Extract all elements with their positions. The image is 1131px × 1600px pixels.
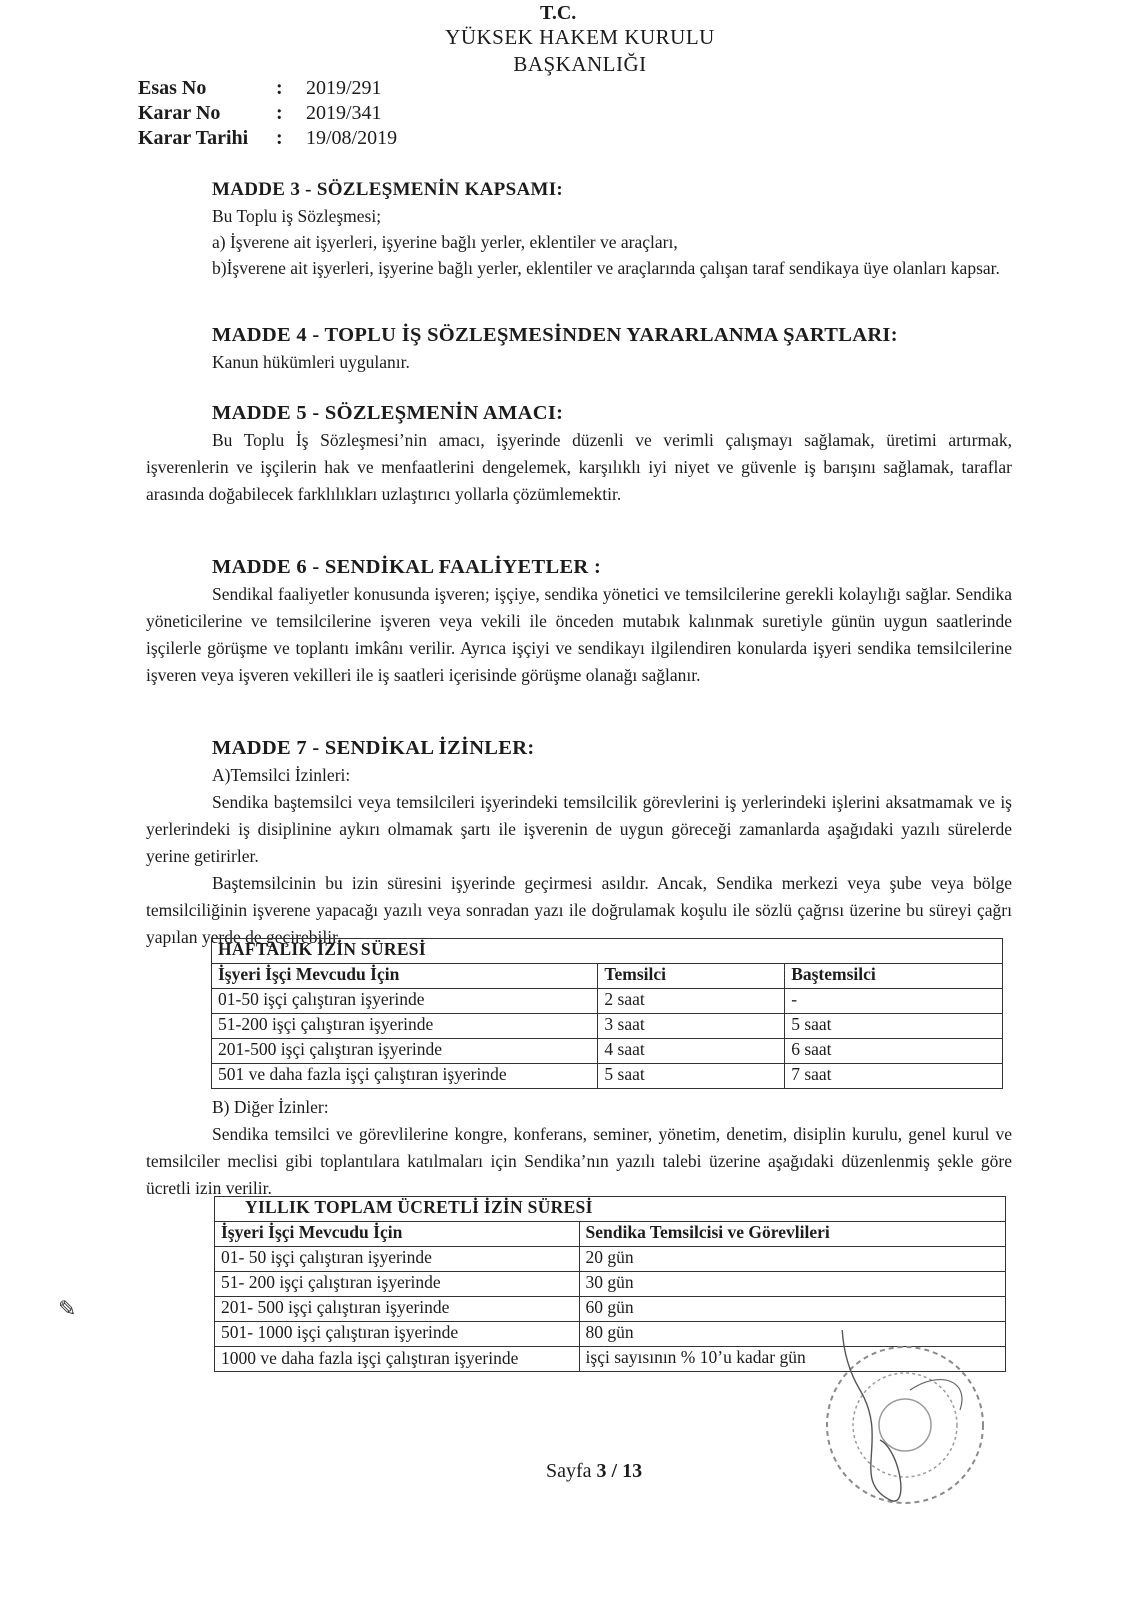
header-organization xyxy=(380,24,780,78)
madde-7-para-3: Sendika temsilci ve görevlilerine kongre, konferans, seminer, yönetim, denetim, disiplin kurulu, genel kurul ve temsilciler meclisi gibi toplantılara katılmaları için Sendika’nın yazılı talebi üzerine aşağıdaki düzenlenmiş şekle göre ücretli izin verilir. xyxy=(146,1124,1012,1198)
madde-3-item-b: b)İşverene ait işyerleri, işyerine bağlı yerler, eklentiler ve araçlarında çalışan taraf sendikaya üye olanları kapsar. xyxy=(212,258,1000,278)
meta-value: 19/08/2019 xyxy=(306,127,398,149)
meta-value: 2019/341 xyxy=(306,102,382,124)
madde-5-title: MADDE 5 - SÖZLEŞMENİN AMACI: xyxy=(212,402,564,424)
weekly-leave-caption: HAFTALIK İZİN SÜRESİ xyxy=(212,939,1003,964)
madde-5-section xyxy=(146,400,1012,508)
meta-colon: : xyxy=(276,127,283,149)
madde-4-section xyxy=(146,322,1012,376)
table-cell: 201- 500 işçi çalıştıran işyerinde xyxy=(215,1297,580,1322)
column-header: Sendika Temsilcisi ve Görevlileri xyxy=(579,1222,1005,1247)
meta-label: Karar Tarihi xyxy=(138,127,249,149)
table-cell: 51-200 işçi çalıştıran işyerinde xyxy=(212,1014,598,1039)
table-cell: 201-500 işçi çalıştıran işyerinde xyxy=(212,1039,598,1064)
table-cell: 6 saat xyxy=(785,1039,1003,1064)
table-cell: 80 gün xyxy=(579,1322,1005,1347)
madde-3-section xyxy=(146,176,1012,281)
margin-mark-icon: ✎ xyxy=(58,1296,77,1321)
table-cell: 5 saat xyxy=(598,1064,785,1089)
page-number: Sayfa 3 / 13 xyxy=(546,1460,643,1482)
madde-7-para-1: Sendika baştemsilci veya temsilcileri işyerindeki temsilcilik görevlerini iş yerlerindeki işlerini aksatmamak ve iş yerlerindeki iş disiplinine aykırı olmamak şartı ile işverenin de uygun göreceği zamanlarda aşağıdaki yazılı sürelerde yerine getirirler. xyxy=(146,792,1012,866)
other-leaves-section xyxy=(146,1094,1012,1202)
table-caption-row xyxy=(215,1197,1006,1222)
meta-label: Esas No xyxy=(138,77,207,99)
weekly-leave-table xyxy=(211,938,1003,1089)
madde-3-intro: Bu Toplu iş Sözleşmesi; xyxy=(212,206,382,226)
column-header: Baştemsilci xyxy=(785,964,1003,989)
org-line-2: BAŞKANLIĞI xyxy=(513,52,647,76)
column-header: Temsilci xyxy=(598,964,785,989)
madde-5-text: Bu Toplu İş Sözleşmesi’nin amacı, işyerinde düzenli ve verimli çalışmayı sağlamak, üretimi artırmak, işverenlerin ve işçilerin hak ve menfaatlerini dengelemek, karşılıklı iyi niyet ve güvenle iş barışını sağlamak, taraflar arasında doğabilecek farklılıkları uzlaştırıcı yollarla çözümlemektir. xyxy=(146,430,1012,504)
column-header: İşyeri İşçi Mevcudu İçin xyxy=(212,964,598,989)
table-cell: 01- 50 işçi çalıştıran işyerinde xyxy=(215,1247,580,1272)
annual-leave-caption: YILLIK TOPLAM ÜCRETLİ İZİN SÜRESİ xyxy=(215,1197,1006,1222)
meta-label: Karar No xyxy=(138,102,221,124)
meta-row-tarih xyxy=(138,126,397,151)
table-cell: 3 saat xyxy=(598,1014,785,1039)
madde-7-title: MADDE 7 - SENDİKAL İZİNLER: xyxy=(212,737,535,759)
table-cell: 01-50 işçi çalıştıran işyerinde xyxy=(212,989,598,1014)
table-cell: 1000 ve daha fazla işçi çalıştıran işyerinde xyxy=(215,1347,580,1372)
table-cell: işçi sayısının % 10’u kadar gün xyxy=(579,1347,1005,1372)
table-row xyxy=(212,1014,1003,1039)
madde-6-text: Sendikal faaliyetler konusunda işveren; işçiye, sendika yönetici ve temsilcilerine gerekli kolaylığı sağlar. Sendika yöneticilerine ve temsilcilerine işveren veya vekili ile önceden mutabık kalınmak suretiyle günün uygun saatlerinde işçilerle görüşme ve toplantı imkânı verilir. Ayrıca işçiyi ve sendikayı ilgilendiren konularda işyeri sendika temsilcilerine işveren veya işveren vekilleri ile iş saatleri içerisinde görüşme olanağı sağlanır. xyxy=(146,584,1012,685)
madde-7-sub-b: B) Diğer İzinler: xyxy=(212,1097,329,1117)
meta-colon: : xyxy=(276,77,283,99)
table-cell: 20 gün xyxy=(579,1247,1005,1272)
table-cell: 7 saat xyxy=(785,1064,1003,1089)
meta-value: 2019/291 xyxy=(306,77,382,99)
madde-3-item-a: a) İşverene ait işyerleri, işyerine bağlı yerler, eklentiler ve araçları, xyxy=(212,232,678,252)
table-cell: 2 saat xyxy=(598,989,785,1014)
page-current: 3 xyxy=(596,1460,607,1482)
table-row xyxy=(215,1297,1006,1322)
page-prefix: Sayfa xyxy=(546,1460,592,1482)
madde-7-section xyxy=(146,735,1012,951)
table-cell: 501 ve daha fazla işçi çalıştıran işyerinde xyxy=(212,1064,598,1089)
table-row xyxy=(212,1064,1003,1089)
madde-6-title: MADDE 6 - SENDİKAL FAALİYETLER : xyxy=(212,556,602,578)
table-row xyxy=(212,989,1003,1014)
madde-7-para-2: Baştemsilcinin bu izin süresini işyerinde geçirmesi asıldır. Ancak, Sendika merkezi veya şube veya bölge temsilciliğinin işverene yapacağı yazılı veya sonradan yazı ile doğrulamak koşulu ile sözlü çağrısı üzerine bu süreyi çağrı yapılan yerde de geçirebilir. xyxy=(146,873,1012,947)
table-cell: 60 gün xyxy=(579,1297,1005,1322)
page-total: 13 xyxy=(622,1460,643,1482)
table-cell: 5 saat xyxy=(785,1014,1003,1039)
table-cell: 4 saat xyxy=(598,1039,785,1064)
meta-row-karar xyxy=(138,101,397,126)
column-header: İşyeri İşçi Mevcudu İçin xyxy=(215,1222,580,1247)
table-header-row xyxy=(212,964,1003,989)
madde-4-title: MADDE 4 - TOPLU İŞ SÖZLEŞMESİNDEN YARARLANMA ŞARTLARI: xyxy=(212,324,898,346)
official-stamp-icon xyxy=(800,1330,1010,1520)
table-caption-row xyxy=(212,939,1003,964)
madde-7-sub-a: A)Temsilci İzinleri: xyxy=(212,765,351,785)
org-line-1: YÜKSEK HAKEM KURULU xyxy=(445,25,715,49)
table-row xyxy=(212,1039,1003,1064)
case-metadata xyxy=(138,76,397,151)
table-cell: 501- 1000 işçi çalıştıran işyerinde xyxy=(215,1322,580,1347)
table-cell: - xyxy=(785,989,1003,1014)
meta-row-esas xyxy=(138,76,397,101)
table-cell: 30 gün xyxy=(579,1272,1005,1297)
table-header-row xyxy=(215,1222,1006,1247)
header-tc: T.C. xyxy=(540,2,577,24)
madde-4-text: Kanun hükümleri uygulanır. xyxy=(212,352,410,372)
meta-colon: : xyxy=(276,102,283,124)
madde-6-section xyxy=(146,554,1012,689)
table-row xyxy=(215,1272,1006,1297)
table-cell: 51- 200 işçi çalıştıran işyerinde xyxy=(215,1272,580,1297)
madde-3-title: MADDE 3 - SÖZLEŞMENİN KAPSAMI: xyxy=(212,179,564,200)
table-row xyxy=(215,1247,1006,1272)
